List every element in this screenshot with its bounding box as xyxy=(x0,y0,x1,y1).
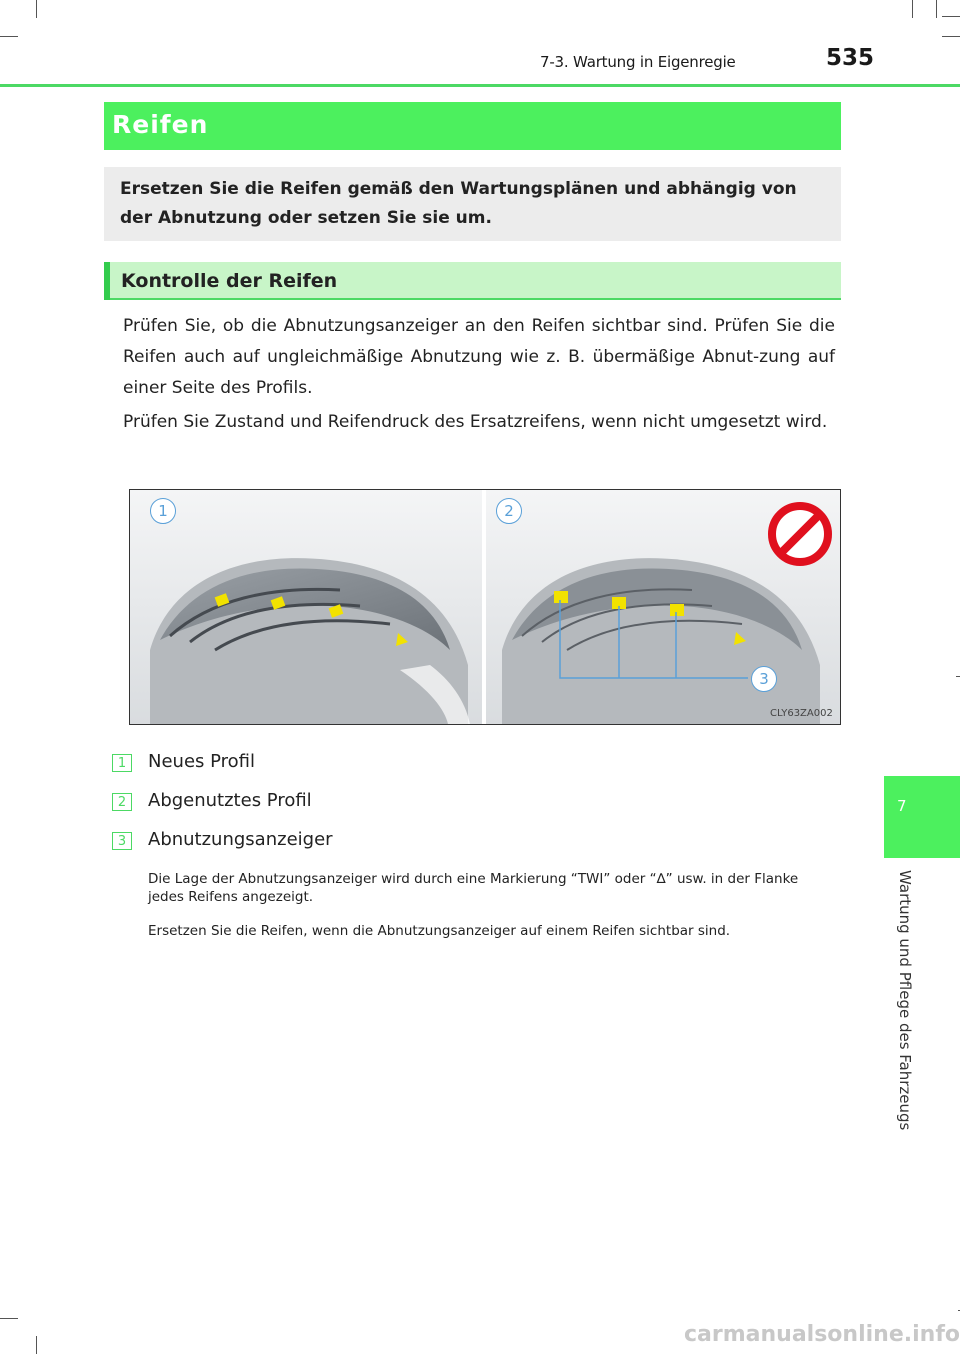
callout-2-label: 2 xyxy=(504,502,514,520)
paragraph: Prüfen Sie Zustand und Reifendruck des Ersatzreifens, wenn nicht umgesetzt wird. xyxy=(123,412,828,432)
page-number: 535 xyxy=(826,45,875,71)
subsection-title: Kontrolle der Reifen xyxy=(121,270,338,292)
crop-mark xyxy=(36,0,37,18)
note: Ersetzen Sie die Reifen, wenn die Abnutzungsanzeiger auf einem Reifen sichtbar sind. xyxy=(148,923,731,939)
legend-label: Abnutzungsanzeiger xyxy=(148,829,333,850)
page-title: Reifen xyxy=(112,110,209,139)
callout-3-label: 3 xyxy=(759,670,769,688)
legend-label: Abgenutztes Profil xyxy=(148,790,312,811)
crop-mark xyxy=(956,676,960,677)
prohibition-icon xyxy=(772,506,828,562)
chapter-number: 7 xyxy=(897,797,907,815)
callout-1-label: 1 xyxy=(158,502,168,520)
header-rule xyxy=(0,84,960,87)
running-header: 7-3. Wartung in Eigenregie xyxy=(540,53,736,71)
legend-label: Neues Profil xyxy=(148,751,256,772)
crop-mark xyxy=(36,1336,37,1354)
callout-2 xyxy=(496,498,522,524)
paragraph: Prüfen Sie, ob die Abnutzungsanzeiger an den Reifen sichtbar sind. Prüfen Sie die Reifen auch auf ungleichmäßige Abnutzung wie z. B. übermäßige Abnut-zung auf einer Seite des Profils. xyxy=(123,316,835,398)
callout-1 xyxy=(150,498,176,524)
crop-mark xyxy=(912,0,913,18)
callout-3 xyxy=(751,666,777,692)
legend-badge: 1 xyxy=(112,754,132,772)
tire-figure xyxy=(129,489,841,725)
figure-code: CLY63ZA002 xyxy=(770,708,833,719)
chapter-tab xyxy=(884,776,960,858)
crop-mark xyxy=(942,36,960,37)
crop-mark xyxy=(0,36,18,37)
crop-mark xyxy=(0,1318,18,1319)
intro-text: Ersetzen Sie die Reifen gemäß den Wartungsplänen und abhängig von der Abnutzung oder setzen Sie sie um. xyxy=(120,179,797,228)
subsection-accent xyxy=(104,262,110,300)
crop-mark xyxy=(936,0,937,18)
chapter-label: Wartung und Pflege des Fahrzeugs xyxy=(896,870,914,1131)
legend-badge: 3 xyxy=(112,832,132,850)
legend-badge: 2 xyxy=(112,793,132,811)
note: Die Lage der Abnutzungsanzeiger wird durch eine Markierung “TWI” oder “∆” usw. in der Flanke jedes Reifens angezeigt. xyxy=(148,871,799,905)
tire-illustration xyxy=(130,490,840,724)
watermark: carmanualsonline.info xyxy=(684,1322,960,1347)
crop-mark xyxy=(942,16,960,17)
title-bar xyxy=(104,102,841,150)
